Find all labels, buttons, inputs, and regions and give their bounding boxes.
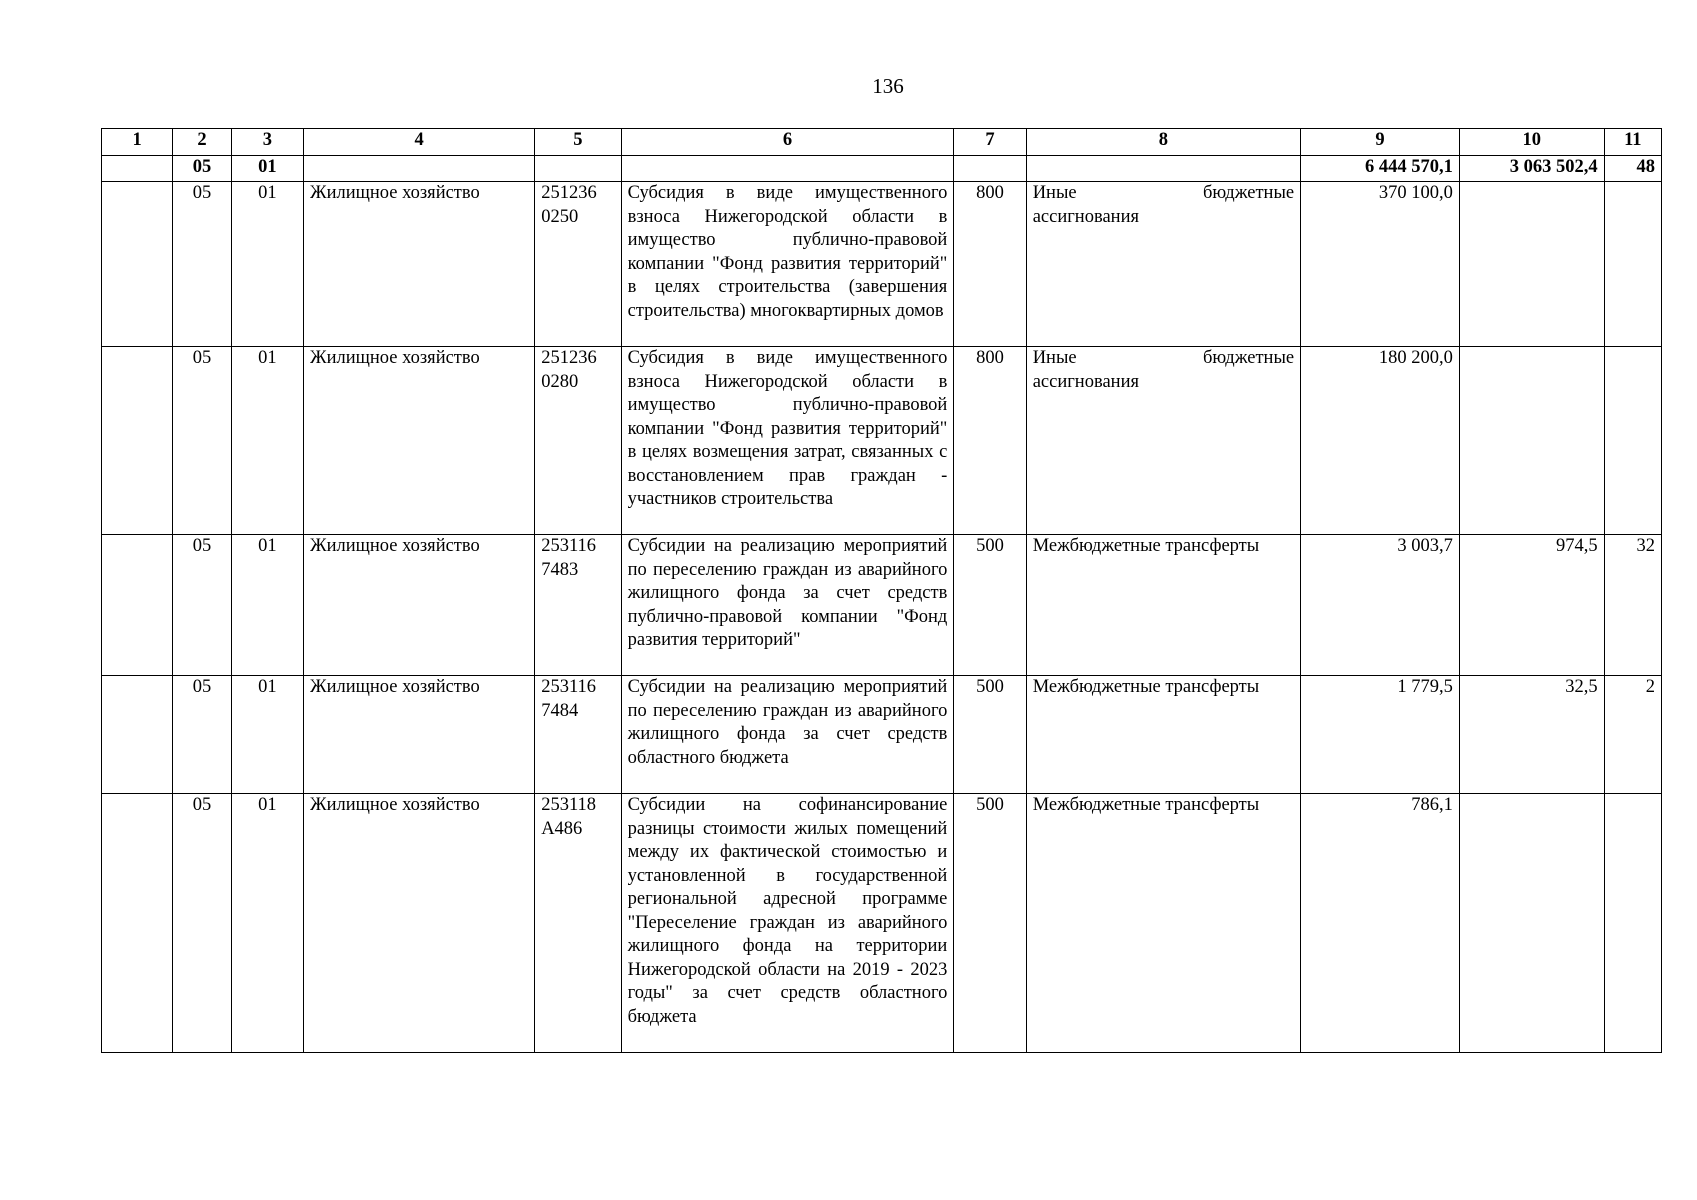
- table-row: [102, 794, 1662, 1053]
- row-col9: 3 003,7: [1301, 535, 1460, 676]
- summary-col4: [304, 156, 535, 182]
- summary-col8: [1026, 156, 1300, 182]
- row-col1: [102, 182, 173, 347]
- table-header: [102, 129, 1662, 156]
- row-section: 05: [173, 676, 231, 794]
- row-target-code: [535, 182, 621, 347]
- page-number: 136: [872, 74, 904, 98]
- table-row: [102, 182, 1662, 347]
- row-expense-type: [1026, 347, 1300, 535]
- summary-col10: 3 063 502,4: [1459, 156, 1604, 182]
- row-expense-code: 800: [954, 182, 1026, 347]
- header-cell: 10: [1459, 129, 1604, 156]
- table-row: [102, 347, 1662, 535]
- row-target-code: [535, 794, 621, 1053]
- row-col10: [1459, 347, 1604, 535]
- header-cell: 9: [1301, 129, 1460, 156]
- header-cell: 11: [1604, 129, 1661, 156]
- header-cell: 5: [535, 129, 621, 156]
- row-expense-code: 800: [954, 347, 1026, 535]
- row-description: Субсидия в виде имущественного взноса Нижегородской области в имущество публично-правовой компании "Фонд развития территорий" в целях строительства (завершения строительства) многоквартирных домов: [621, 182, 954, 347]
- header-cell: 2: [173, 129, 231, 156]
- row-col1: [102, 535, 173, 676]
- row-description: Субсидия в виде имущественного взноса Нижегородской области в имущество публично-правовой компании "Фонд развития территорий" в целях возмещения затрат, связанных с восстановлением прав граждан - участников строительства: [621, 347, 954, 535]
- row-col9: 786,1: [1301, 794, 1460, 1053]
- table-row: [102, 676, 1662, 794]
- summary-col11: 48: [1604, 156, 1661, 182]
- row-col9: 370 100,0: [1301, 182, 1460, 347]
- row-expense-type: Межбюджетные трансферты: [1026, 794, 1300, 1053]
- row-expense-code: 500: [954, 535, 1026, 676]
- summary-col6: [621, 156, 954, 182]
- row-description: Субсидии на реализацию мероприятий по переселению граждан из аварийного жилищного фонда за счет средств областного бюджета: [621, 676, 954, 794]
- target-code-line1: 251236: [541, 183, 597, 203]
- row-expense-type: [1026, 182, 1300, 347]
- row-col11: [1604, 182, 1661, 347]
- summary-section: 05: [173, 156, 231, 182]
- row-name: Жилищное хозяйство: [304, 794, 535, 1053]
- row-col11: [1604, 347, 1661, 535]
- row-subsection: 01: [231, 794, 303, 1053]
- row-col1: [102, 347, 173, 535]
- row-target-code: [535, 535, 621, 676]
- summary-col7: [954, 156, 1026, 182]
- target-code-line1: 251236: [541, 348, 597, 368]
- row-col9: 1 779,5: [1301, 676, 1460, 794]
- header-row: [102, 129, 1662, 156]
- row-description: Субсидии на софинансирование разницы стоимости жилых помещений между их фактической стоимостью и установленной в государственной региональной адресной программе "Переселение граждан из аварийного жилищного фонда на территории Нижегородской области на 2019 - 2023 годы" за счет средств областного бюджета: [621, 794, 954, 1053]
- row-section: 05: [173, 182, 231, 347]
- row-col1: [102, 676, 173, 794]
- target-code-line2: 0280: [541, 371, 579, 392]
- target-code-line2: 7484: [541, 700, 579, 721]
- header-cell: 4: [304, 129, 535, 156]
- expense-type-word1: Иные: [1032, 348, 1077, 368]
- summary-subsection: 01: [231, 156, 303, 182]
- row-col11: [1604, 794, 1661, 1053]
- target-code-line2: 0250: [541, 206, 579, 227]
- header-cell: 7: [954, 129, 1026, 156]
- row-col10: [1459, 794, 1604, 1053]
- row-col1: [102, 794, 173, 1053]
- row-col9: 180 200,0: [1301, 347, 1460, 535]
- expense-type-line2: ассигнования: [1032, 371, 1139, 392]
- row-description: Субсидии на реализацию мероприятий по переселению граждан из аварийного жилищного фонда за счет средств публично-правовой компании "Фонд развития территорий": [621, 535, 954, 676]
- row-section: 05: [173, 794, 231, 1053]
- header-cell: 1: [102, 129, 173, 156]
- budget-table: [101, 128, 1662, 1053]
- row-target-code: [535, 347, 621, 535]
- row-name: Жилищное хозяйство: [304, 182, 535, 347]
- row-col10: [1459, 182, 1604, 347]
- row-expense-code: 500: [954, 676, 1026, 794]
- expense-type-line2: ассигнования: [1032, 206, 1139, 227]
- expense-type-word2: бюджетные: [1203, 348, 1295, 368]
- header-cell: 3: [231, 129, 303, 156]
- expense-type-word2: бюджетные: [1203, 183, 1295, 203]
- row-subsection: 01: [231, 676, 303, 794]
- summary-col5: [535, 156, 621, 182]
- row-col11: 2: [1604, 676, 1661, 794]
- row-name: Жилищное хозяйство: [304, 347, 535, 535]
- row-col10: 32,5: [1459, 676, 1604, 794]
- summary-row: [102, 156, 1662, 182]
- row-subsection: 01: [231, 347, 303, 535]
- row-subsection: 01: [231, 182, 303, 347]
- row-expense-type: Межбюджетные трансферты: [1026, 676, 1300, 794]
- row-col11: 32: [1604, 535, 1661, 676]
- row-expense-code: 500: [954, 794, 1026, 1053]
- target-code-line1: 253116: [541, 677, 597, 697]
- target-code-line2: 7483: [541, 559, 579, 580]
- summary-col1: [102, 156, 173, 182]
- header-cell: 8: [1026, 129, 1300, 156]
- target-code-line2: А486: [541, 818, 583, 839]
- row-subsection: 01: [231, 535, 303, 676]
- table-row: [102, 535, 1662, 676]
- row-expense-type: Межбюджетные трансферты: [1026, 535, 1300, 676]
- header-cell: 6: [621, 129, 954, 156]
- row-section: 05: [173, 535, 231, 676]
- row-col10: 974,5: [1459, 535, 1604, 676]
- summary-col9: 6 444 570,1: [1301, 156, 1460, 182]
- expense-type-word1: Иные: [1032, 183, 1077, 203]
- row-section: 05: [173, 347, 231, 535]
- row-name: Жилищное хозяйство: [304, 535, 535, 676]
- row-target-code: [535, 676, 621, 794]
- target-code-line1: 253116: [541, 536, 597, 556]
- target-code-line1: 253118: [541, 795, 597, 815]
- row-name: Жилищное хозяйство: [304, 676, 535, 794]
